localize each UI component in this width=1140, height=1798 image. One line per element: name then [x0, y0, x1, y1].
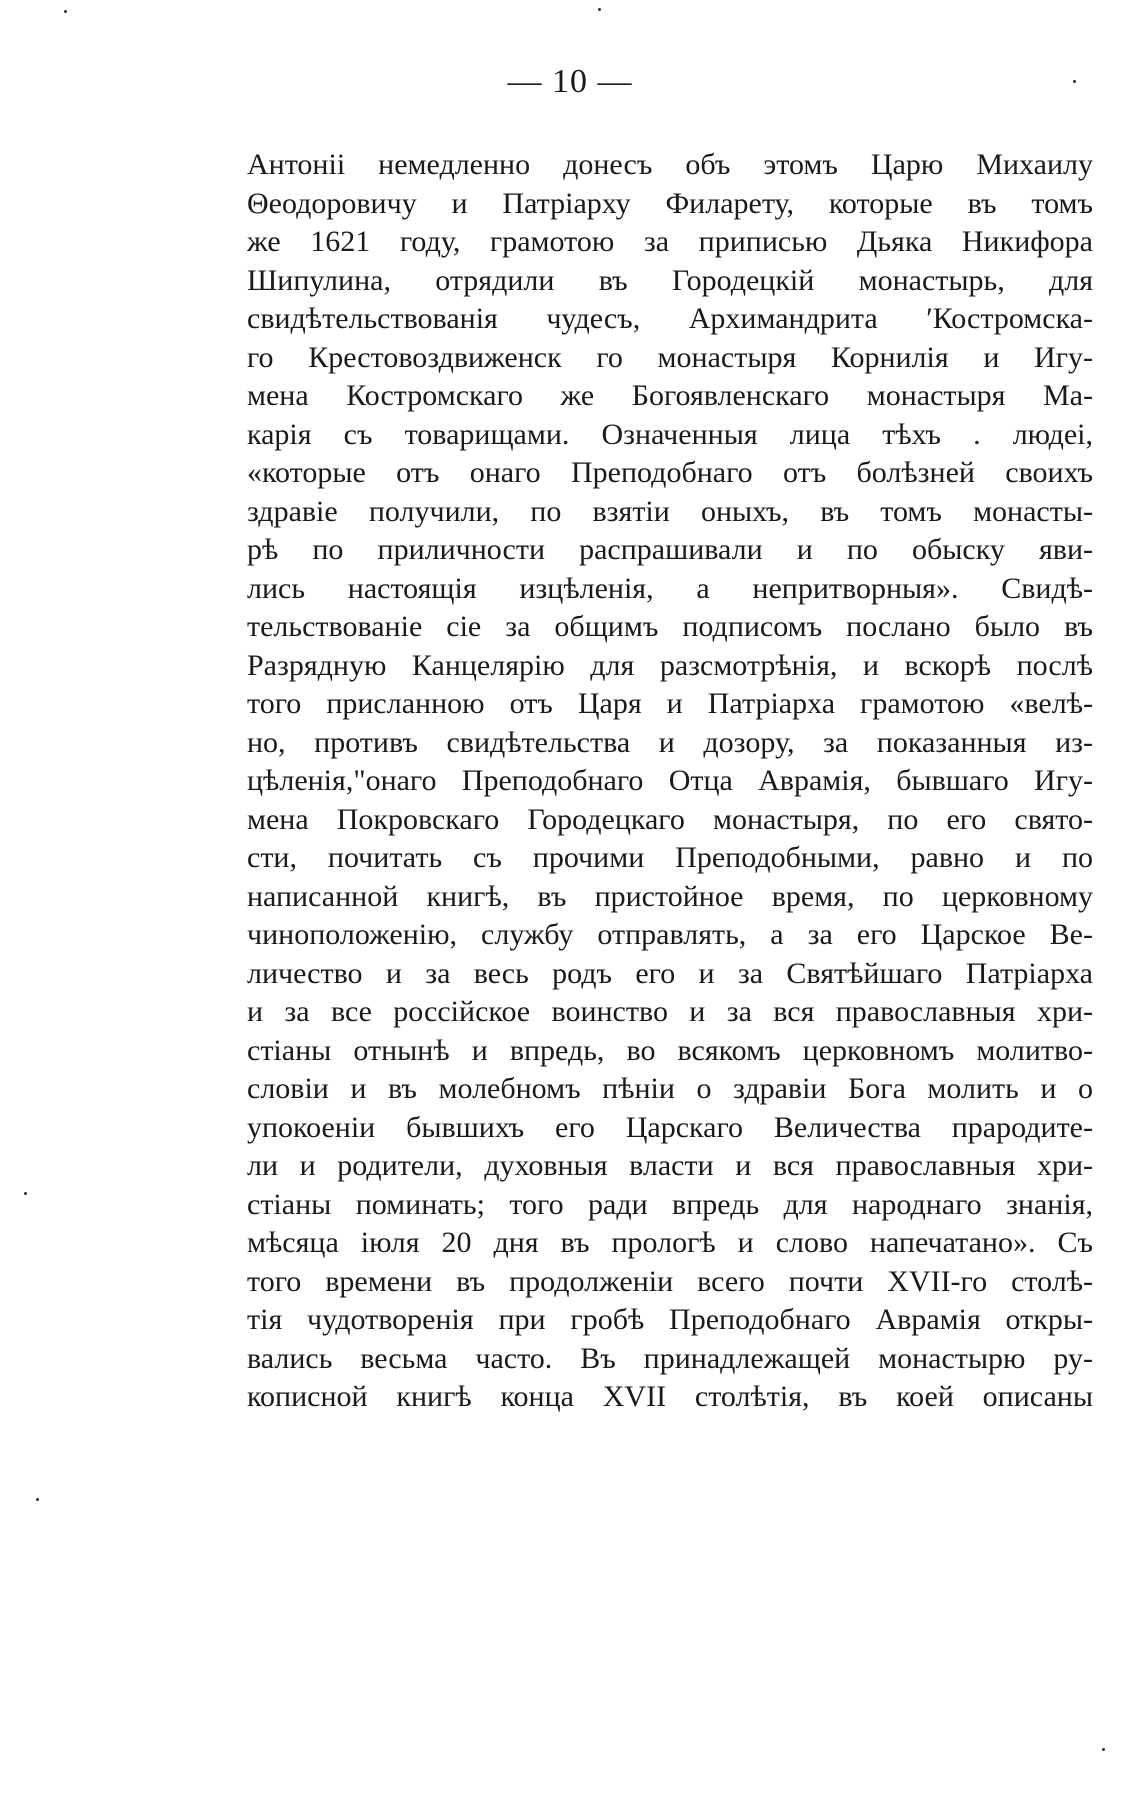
- text-line: мена Покровскаго Городецкаго монастыря, по его свято-: [247, 802, 1093, 836]
- text-line: Θеодоровичу и Патріарху Филарету, которые въ томъ: [247, 186, 1093, 220]
- text-line: «которые отъ онаго Преподобнаго отъ болѣзней своихъ: [247, 456, 1093, 489]
- text-line: цѣленія,"онаго Преподобнаго Отца Аврамія, бывшаго Игу-: [247, 764, 1093, 797]
- scan-speck: [1102, 1748, 1105, 1751]
- text-line: вались весьма часто. Въ принадлежащей монастырю ру-: [247, 1341, 1093, 1375]
- text-line: стіаны поминать; того ради впредь для народнаго знанія,: [247, 1187, 1093, 1221]
- body-text: [247, 146, 1093, 1417]
- scan-speck: [24, 1192, 27, 1195]
- text-line: свидѣтельствованія чудесъ, Архимандрита ʹКостромска-: [247, 302, 1093, 335]
- text-line: рѣ по приличности распрашивали и по обыску яви-: [247, 533, 1093, 566]
- text-line: и за все россійское воинство и за вся православныя хри-: [247, 995, 1093, 1028]
- page-number: — 10 —: [507, 63, 633, 100]
- text-line: тія чудотворенія при гробѣ Преподобнаго Аврамія откры-: [247, 1303, 1093, 1336]
- text-line: ли и родители, духовныя власти и вся православныя хри-: [247, 1149, 1093, 1182]
- text-line: Разрядную Канцелярію для разсмотрѣнія, и вскорѣ послѣ: [247, 648, 1093, 682]
- text-line: же 1621 году, грамотою за приписью Дьяка Никифора: [247, 225, 1093, 258]
- text-line: того времени въ продолженіи всего почти XVII-го столѣ-: [247, 1264, 1093, 1298]
- text-line: кописной книгѣ конца XVII столѣтія, въ коей описаны: [247, 1380, 1093, 1413]
- scan-speck: [1073, 80, 1076, 83]
- text-line: но, противъ свидѣтельства и дозору, за показанныя из-: [247, 725, 1093, 759]
- text-line: карія съ товарищами. Означенныя лица тѣхъ . людеі,: [247, 417, 1093, 451]
- text-line: тельствованіе сіе за общимъ подписомъ послано было въ: [247, 610, 1093, 643]
- scan-speck: [598, 8, 601, 11]
- text-line: написанной книгѣ, въ пристойное время, по церковному: [247, 879, 1093, 913]
- text-line: Антоніі немедленно донесъ объ этомъ Царю Михаилу: [247, 148, 1093, 181]
- text-line: упокоеніи бывшихъ его Царскаго Величества прародите-: [247, 1110, 1093, 1144]
- text-line: того присланною отъ Царя и Патріарха грамотою «велѣ-: [247, 687, 1093, 720]
- text-line: лись настоящія изцѣленія, а непритворныя». Свидѣ-: [247, 571, 1093, 605]
- text-line: чиноположенію, службу отправлять, а за его Царское Ве-: [247, 918, 1093, 951]
- text-line: сти, почитать съ прочими Преподобными, равно и по: [247, 841, 1093, 874]
- scan-speck: [36, 1498, 39, 1501]
- text-line: здравіе получили, по взятіи оныхъ, въ томъ монасты-: [247, 494, 1093, 528]
- scan-speck: [64, 10, 67, 13]
- text-line: личество и за весь родъ его и за Святѣйшаго Патріарха: [247, 956, 1093, 990]
- text-line: словіи и въ молебномъ пѣніи о здравіи Бога молить и о: [247, 1072, 1093, 1105]
- text-line: мена Костромскаго же Богоявленскаго монастыря Ма-: [247, 379, 1093, 412]
- text-line: стіаны отнынѣ и впредь, во всякомъ церковномъ молитво-: [247, 1033, 1093, 1067]
- text-line: го Крестовоздвиженск го монастыря Корнилія и Игу-: [247, 340, 1093, 374]
- text-line: мѣсяца іюля 20 дня въ прологѣ и слово напечатано». Съ: [247, 1226, 1093, 1259]
- text-line: Шипулина, отрядили въ Городецкій монастырь, для: [247, 263, 1093, 297]
